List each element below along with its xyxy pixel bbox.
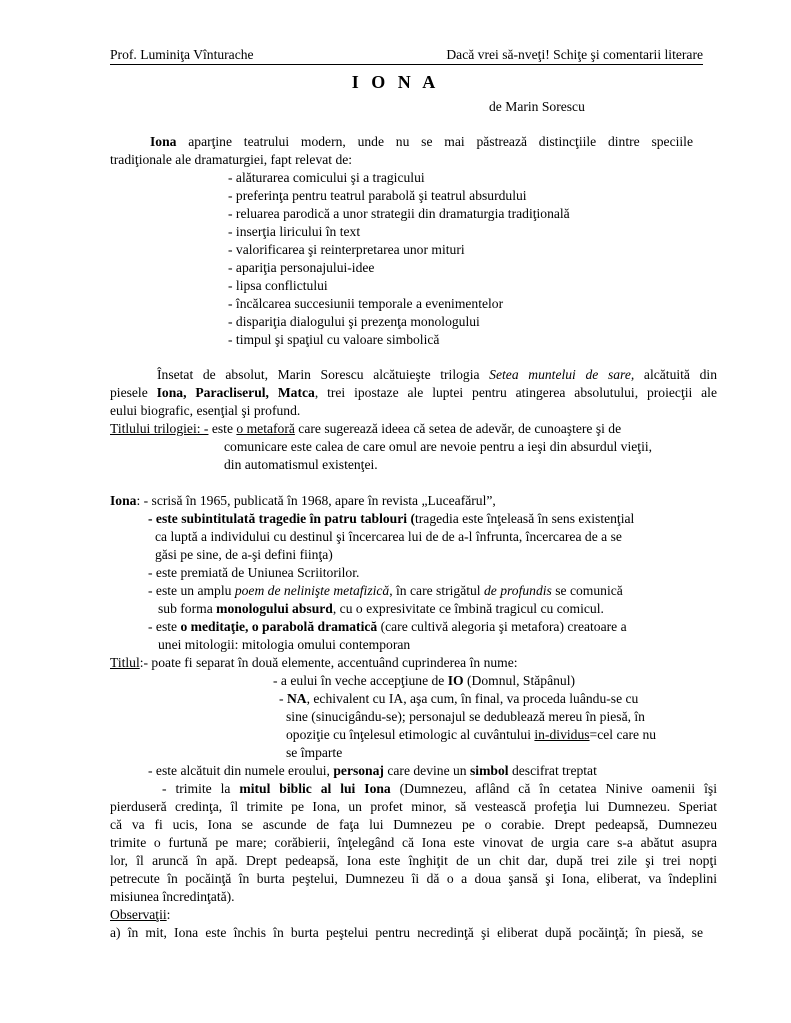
observations-heading: Observaţii: [110,907,171,922]
titlul-line-4: sine (sinucigându-se); personajul se dedublează mereu în piesă, în [286,709,645,724]
myth-paragraph-line: trimite o furtună pe mare; corăbierii, înţelegând că Iona este vinovat de urgia care s-a abătut asupra [110,835,717,850]
list-item: - timpul şi spaţiul cu valoare simbolică [228,332,440,347]
document-title: I O N A [351,72,440,92]
iona-line-1: Iona: - scrisă în 1965, publicată în 1968, apare în revista „Luceafărul”, [110,493,496,508]
iona-line-2: - este subintitulată tragedie în patru tablouri (tragedia este înţeleasă în sens existenţial [148,511,635,526]
trilogy-line-1: Însetat de absolut, Marin Sorescu alcătuieşte trilogia Setea muntelui de sare, alcătuită din [157,367,717,382]
myth-paragraph-line: lor, îl aruncă în apă. Drept pedeapsă, Iona este înghiţit de un chit dar, după trei zile şi trei nopţi [110,853,717,868]
list-item: - dispariţia dialogului şi prezenţa monologului [228,314,480,329]
trilogy-line-4: Titlului trilogiei: - este o metaforă care sugerează ideea că setea de adevăr, de cunoaştere şi de [110,421,622,436]
list-item: - apariţia personajului-idee [228,260,375,275]
trilogy-line-5: comunicare este calea de care omul are nevoie pentru a ieşi din absurdul vieţii, [224,439,653,454]
iona-line-6: - este un amplu poem de nelinişte metafizică, în care strigătul de profundis se comunică [148,583,623,598]
titlul-line-1: Titlul:- poate fi separat în două elemente, accentuând cuprinderea în nume: [110,655,518,670]
myth-paragraph-line: pierduseră credinţa, îl trimite pe Iona, un profet minor, să vestească profeţia lui Dumnezeu. Speriat [110,799,717,814]
iona-line-3: ca luptă a individului cu destinul şi încercarea lui de de a-l înfrunta, încercarea de a se [155,529,622,544]
iona-line-9: unei mitologii: mitologia omului contemporan [158,637,411,652]
iona-line-4: găsi pe sine, de a-şi defini fiinţa) [155,547,333,562]
list-item: - încălcarea succesiunii temporale a evenimentelor [228,296,504,311]
list-item: - valorificarea şi reinterpretarea unor mituri [228,242,465,257]
intro-bold: Iona [150,134,177,149]
intro-line-1: Iona aparţine teatrului modern, unde nu se mai păstrează distincţiile dintre speciile [150,134,693,149]
list-item: - inserţia liricului în text [228,224,361,239]
myth-paragraph-line: misiunea încredinţată). [110,889,235,904]
titlul-line-8: - trimite la mitul biblic al lui Iona (Dumnezeu, aflând că în cetatea Ninive oamenii îşi [162,781,717,796]
observation-a: a) în mit, Iona este închis în burta peştelui pentru necredinţă şi eliberat după pocăinţă; în piesă, se [110,925,703,940]
list-item: - reluarea parodică a unor strategii din dramaturgia tradiţională [228,206,570,221]
iona-label: Iona [110,493,137,508]
intro-line-2: tradiţionale ale dramaturgiei, fapt relevat de: [110,152,353,167]
titlul-line-7: - este alcătuit din numele eroului, personaj care devine un simbol descifrat treptat [148,763,597,778]
titlul-label: Titlul [110,655,140,670]
header-author: Prof. Luminiţa Vînturache [110,47,254,62]
list-item: - alăturarea comicului şi a tragicului [228,170,425,185]
titlul-line-6: se împarte [286,745,343,760]
page-header [110,46,703,65]
document-author: de Marin Sorescu [489,99,585,114]
trilogy-line-2: piesele Iona, Paracliserul, Matca, trei ipostaze ale luptei pentru atingerea absolutului, proiecţii ale [110,385,717,400]
trilogy-label: Titlului trilogiei: - [110,421,209,436]
titlul-line-3: - NA, echivalent cu IA, aşa cum, în final, va proceda luându-se cu [279,691,639,706]
myth-paragraph-line: petrecute în pocăinţă în burta peştelui, Dumnezeu îi dă o a doua şansă şi Iona, eliberat, va îndeplini [110,871,717,886]
list-item: - preferinţa pentru teatrul parabolă şi teatrul absurdului [228,188,527,203]
iona-line-8: - este o meditaţie, o parabolă dramatică (care cultivă alegoria şi metafora) creatoare a [148,619,627,634]
list-item: - lipsa conflictului [228,278,328,293]
trilogy-line-6: din automatismul existenţei. [224,457,378,472]
titlul-line-5: opoziţie cu înţelesul etimologic al cuvântului in-dividus=cel care nu [286,727,657,742]
trilogy-line-3: eului biografic, esenţial şi profund. [110,403,301,418]
iona-line-5: - este premiată de Uniunea Scriitorilor. [148,565,360,580]
iona-line-7: sub forma monologului absurd, cu o expresivitate ce îmbină tragicul cu comicul. [158,601,604,616]
myth-paragraph-line: că va fi ucis, Iona se ascunde de faţa lui Dumnezeu pe o corabie. Drept pedeapsă, Dumnezeu [110,817,717,832]
titlul-line-2: - a eului în veche accepţiune de IO (Domnul, Stăpânul) [273,673,576,688]
header-book-title: Dacă vrei să-nveţi! Schiţe şi comentarii literare [446,47,703,62]
